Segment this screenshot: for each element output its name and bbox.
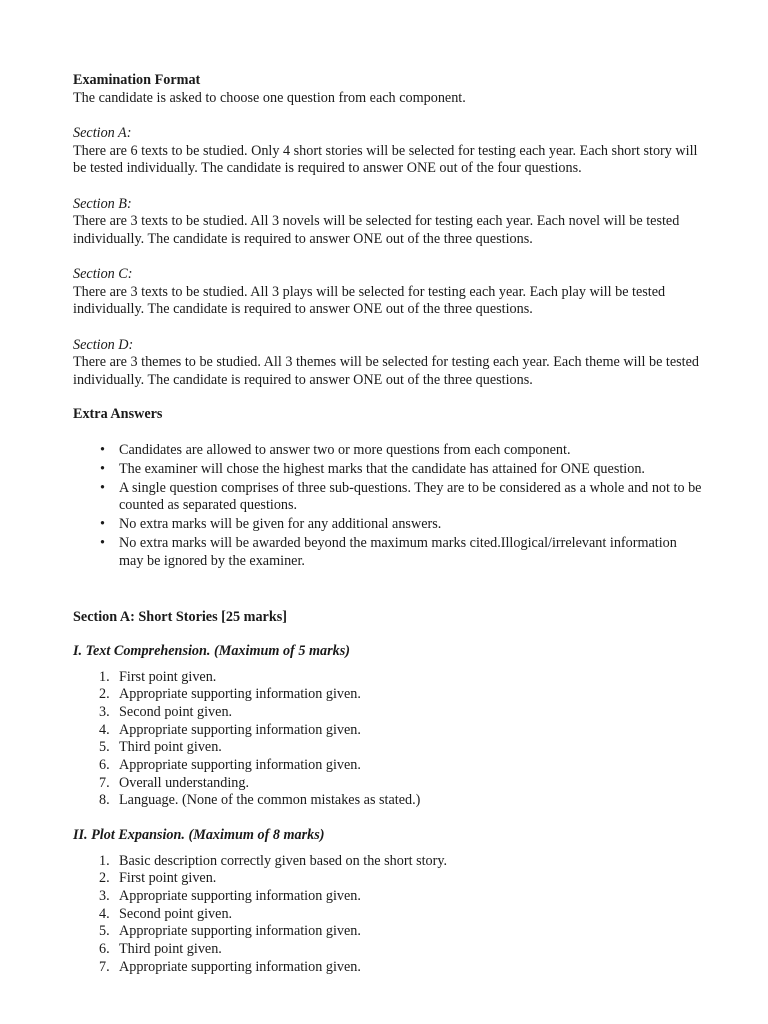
bullet-icon: • [100,516,105,532]
list-item: 6. Third point given. [99,940,222,957]
plot-expansion-list [73,853,703,977]
list-item: 3. Appropriate supporting information given. [99,887,361,904]
bullet-icon: • [100,460,105,477]
extra-answers-list [73,442,703,571]
list-item: 6. Appropriate supporting information given. [99,756,361,773]
list-item: 7. Appropriate supporting information given. [99,958,361,975]
section-c-text: There are 3 texts to be studied. All 3 plays will be selected for testing each year. Each play will be tested individually. The candidate is required to answer ONE out of the three questions. [73,283,666,317]
section-b-text: There are 3 texts to be studied. All 3 novels will be selected for testing each year. Each novel will be tested individually. The candidate is required to answer ONE out of the three questions. [73,213,680,247]
section-a-block [73,125,703,178]
list-item: 1. Basic description correctly given based on the short story. [99,852,448,869]
bullet-icon: • [100,535,105,551]
list-item: • No extra marks will be given for any additional answers. [100,516,442,532]
section-a-text: There are 6 texts to be studied. Only 4 short stories will be selected for testing each year. Each short story will be tested individually. The candidate is required to answer ONE out of the four questions. [73,142,698,176]
list-item: 5. Third point given. [99,739,222,756]
list-item: • A single question comprises of three sub-questions. They are to be considered as a whole and not to be counted as separated questions. [100,479,702,513]
section-c-label: Section C: [73,266,133,282]
section-d-label: Section D: [73,336,134,353]
list-item: 4. Appropriate supporting information given. [99,721,361,738]
section-b-block [73,196,703,249]
list-item: • Candidates are allowed to answer two or more questions from each component. [100,441,571,458]
extra-answers-heading: Extra Answers [73,406,163,422]
list-item: 1. First point given. [99,668,217,685]
list-item: 3. Second point given. [99,703,233,720]
section-d-block [73,337,703,390]
short-stories-heading: Section A: Short Stories [25 marks] [73,608,287,625]
document-page [73,72,703,976]
plot-expansion-heading: II. Plot Expansion. (Maximum of 8 marks) [73,827,325,843]
bullet-icon: • [100,479,105,496]
list-item: 5. Appropriate supporting information given. [99,923,361,940]
list-item: • No extra marks will be awarded beyond the maximum marks cited.Illogical/irrelevant information may be ignored by the examiner. [100,535,677,569]
list-item: 8. Language. (None of the common mistakes as stated.) [99,792,421,809]
format-heading: Examination Format [73,72,201,88]
list-item: 2. Appropriate supporting information given. [99,686,361,703]
list-item: 4. Second point given. [99,905,233,922]
comprehension-list [73,669,703,811]
list-item: 2. First point given. [99,870,217,887]
bullet-icon: • [100,441,105,458]
comprehension-heading: I. Text Comprehension. (Maximum of 5 marks) [73,643,350,659]
section-d-text: There are 3 themes to be studied. All 3 themes will be selected for testing each year. Each theme will be tested individually. The candidate is required to answer ONE out of the three questions. [73,354,700,388]
section-a-label: Section A: [73,125,132,141]
list-item: 7. Overall understanding. [99,774,250,791]
section-b-label: Section B: [73,195,132,212]
format-intro: The candidate is asked to choose one question from each component. [73,89,466,106]
list-item: • The examiner will chose the highest marks that the candidate has attained for ONE question. [100,460,645,477]
section-c-block [73,266,703,319]
